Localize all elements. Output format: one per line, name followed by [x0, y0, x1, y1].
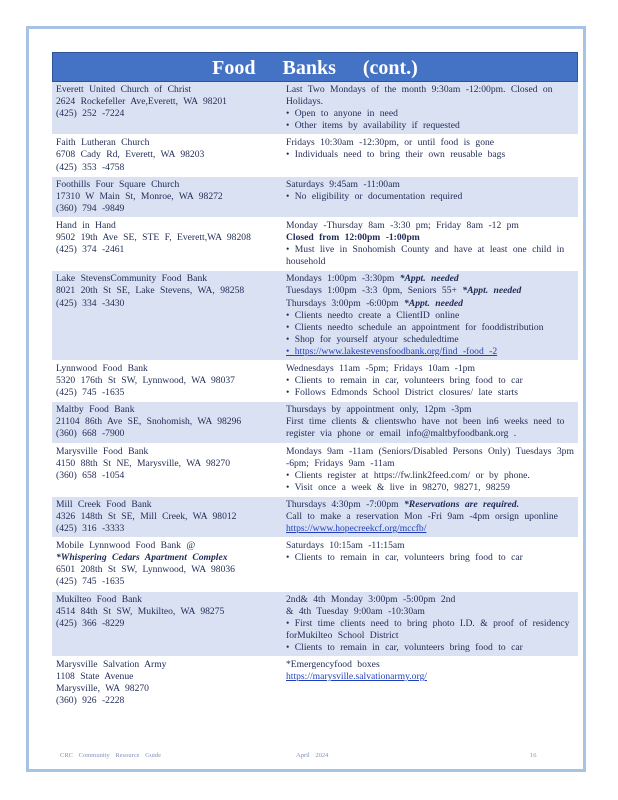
- table-row: [52, 538, 578, 591]
- provider-detail: 9502 19th Ave SE, STE F, Everett,WA 98208: [56, 232, 251, 244]
- provider-name: Everett United Church of Christ: [56, 84, 192, 95]
- info-line: Closed from 12:00pm -1:00pm: [286, 232, 420, 244]
- table-title: Food Banks (cont.): [52, 52, 578, 82]
- hours-info-cell: [282, 592, 578, 656]
- provider-contact-cell: [52, 538, 282, 590]
- provider-detail: 4514 84th St SW, Mukilteo, WA 98275: [56, 605, 225, 617]
- table-row: [52, 82, 578, 135]
- provider-detail: 2624 Rockefeller Ave,Everett, WA 98201: [56, 96, 227, 108]
- provider-detail: 8021 20th St SE, Lake Stevens, WA, 98258: [56, 285, 245, 297]
- provider-detail: 4326 148th St SE, Mill Creek, WA 98012: [56, 511, 237, 522]
- provider-contact-cell: [52, 657, 282, 709]
- info-line: Tuesdays 1:00pm -3:3 0pm, Seniors 55+ *Appt. needed: [286, 285, 522, 297]
- info-line: • Shop for yourself atyour scheduledtime: [286, 333, 459, 345]
- provider-name: Lake StevensCommunity Food Bank: [56, 273, 208, 285]
- info-line: Last Two Mondays of the month 9:30am -12:00pm. Closed on Holidays.: [286, 84, 553, 108]
- footer-guide-name: CRC Community Resource Guide: [60, 752, 162, 759]
- provider-name: Foothills Four Square Church: [56, 178, 180, 190]
- food-banks-table: [52, 52, 578, 710]
- appointment-note: *Appt. needed: [399, 273, 459, 285]
- info-line: *Emergencyfood boxes: [286, 659, 380, 671]
- provider-contact-cell: [52, 592, 282, 656]
- hours-info-cell: [282, 497, 578, 537]
- appointment-note: *Appt. needed: [462, 285, 522, 297]
- table-row: [52, 402, 578, 443]
- provider-detail: (425) 353 -4758: [56, 161, 125, 173]
- provider-name: Mobile Lynnwood Food Bank @: [56, 540, 196, 552]
- table-row: [52, 135, 578, 176]
- hours-info-cell: [282, 82, 578, 134]
- provider-detail: (360) 668 -7900: [56, 428, 125, 440]
- provider-detail: (425) 374 -2461: [56, 244, 125, 256]
- hours-info-cell: [282, 271, 578, 360]
- provider-name: Marysville Salvation Army: [56, 659, 167, 671]
- provider-contact-cell: [52, 444, 282, 496]
- provider-detail: (425) 334 -3430: [56, 297, 125, 309]
- info-line: • Follows Edmonds School District closures/ late starts: [286, 387, 518, 399]
- info-line: Saturdays 10:15am -11:15am: [286, 540, 405, 552]
- info-line: Monday -Thursday 8am -3:30 pm; Friday 8am -12 pm: [286, 219, 519, 231]
- info-line: Thursdays 3:00pm -6:00pm *Appt. needed: [286, 297, 463, 309]
- info-line: Mondays 9am -11am (Seniors/Disabled Persons Only) Tuesdays 3pm -6pm; Fridays 9am -11am: [286, 445, 574, 469]
- info-line: First time clients & clientswho have not been in6 weeks need to: [286, 416, 565, 428]
- table-row: [52, 497, 578, 538]
- info-line: • No eligibility or documentation required: [286, 190, 463, 202]
- provider-name: Mukilteo Food Bank: [56, 593, 142, 605]
- provider-contact-cell: [52, 177, 282, 217]
- provider-name: Faith Lutheran Church: [56, 137, 150, 149]
- provider-contact-cell: [52, 402, 282, 442]
- hours-info-cell: [282, 657, 578, 709]
- hours-info-cell: [282, 361, 578, 401]
- provider-detail: (360) 794 -9849: [56, 202, 125, 214]
- table-row: [52, 361, 578, 402]
- info-line: & 4th Tuesday 9:00am -10:30am: [286, 605, 425, 617]
- provider-detail: *Whispering Cedars Apartment Complex: [56, 552, 228, 564]
- table-row: [52, 592, 578, 657]
- hours-info-cell: [282, 538, 578, 590]
- provider-contact-cell: [52, 218, 282, 270]
- hours-info-cell: [282, 444, 578, 496]
- provider-detail: (360) 926 -2228: [56, 695, 125, 707]
- provider-detail: 1108 State Avenue: [56, 671, 134, 683]
- provider-detail: 17310 W Main St, Monroe, WA 98272: [56, 190, 223, 202]
- table-row: [52, 218, 578, 271]
- provider-contact-cell: [52, 82, 282, 134]
- provider-name: Mill Creek Food Bank: [56, 498, 152, 510]
- table-row: [52, 657, 578, 710]
- info-line: Wednesdays 11am -5pm; Fridays 10am -1pm: [286, 362, 475, 374]
- info-line: • Must live in Snohomish County and have at least one child in household: [286, 244, 565, 268]
- info-line: • First time clients need to bring photo I.D. & proof of residency forMukilteo School District: [286, 617, 570, 641]
- info-line: Call to make a reservation Mon -Fri 9am -4pm orsign uponline: [286, 511, 558, 522]
- info-line: • Individuals need to bring their own reusable bags: [286, 149, 506, 161]
- info-line: • Clients to remain in car, volunteers bring food to car: [286, 375, 523, 387]
- hours-info-cell: [282, 177, 578, 217]
- provider-detail: 21104 86th Ave SE, Snohomish, WA 98296: [56, 416, 242, 428]
- info-line: 2nd& 4th Monday 3:00pm -5:00pm 2nd: [286, 593, 456, 605]
- provider-detail: (425) 745 -1635: [56, 387, 125, 399]
- provider-detail: (425) 252 -7224: [56, 108, 125, 120]
- provider-detail: 6501 208th St SW, Lynnwood, WA 98036: [56, 564, 235, 576]
- provider-name: Lynnwood Food Bank: [56, 362, 148, 374]
- provider-contact-cell: [52, 497, 282, 537]
- provider-name: Marysville Food Bank: [56, 445, 149, 457]
- provider-detail: 6708 Cady Rd, Everett, WA 98203: [56, 149, 205, 161]
- provider-name: Hand in Hand: [56, 219, 116, 231]
- info-line: register via phone or email info@maltbyfoodbank.org .: [286, 428, 517, 440]
- provider-detail: (425) 316 -3333: [56, 523, 125, 535]
- info-line: Fridays 10:30am -12:30pm, or until food is gone: [286, 137, 495, 149]
- footer-date: April 2024: [296, 752, 329, 759]
- provider-detail: 4150 88th St NE, Marysville, WA 98270: [56, 457, 230, 469]
- info-line: Thursdays by appointment only, 12pm -3pm: [286, 404, 472, 416]
- appointment-note: *Appt. needed: [404, 297, 463, 309]
- hours-info-cell: [282, 402, 578, 442]
- info-line: • Other items by availability if requested: [286, 120, 460, 132]
- table-row: [52, 177, 578, 218]
- table-row: [52, 444, 578, 497]
- provider-name: Maltby Food Bank: [56, 404, 135, 416]
- info-line: • Clients register at https://fw.link2feed.com/ or by phone.: [286, 469, 530, 481]
- table-body: [52, 82, 578, 710]
- info-line: Mondays 1:00pm -3:30pm *Appt. needed: [286, 273, 459, 285]
- info-line: Saturdays 9:45am -11:00am: [286, 178, 400, 190]
- provider-detail: Marysville, WA 98270: [56, 683, 149, 695]
- website-link[interactable]: https://www.hopecreekcf.org/mccfb/: [286, 523, 427, 535]
- info-line: • Clients to remain in car, volunteers bring food to car: [286, 641, 523, 653]
- info-line: • Clients needto create a ClientID online: [286, 309, 460, 321]
- hours-info-cell: [282, 218, 578, 270]
- website-link[interactable]: • https://www.lakestevensfoodbank.org/find -food -2: [286, 345, 498, 357]
- appointment-note: *Reservations are required.: [404, 498, 519, 510]
- info-line: Thursdays 4:30pm -7:00pm *Reservations are required.: [286, 498, 519, 510]
- website-link[interactable]: https://marysville.salvationarmy.org/: [286, 671, 427, 683]
- info-line: • Clients needto schedule an appointment for fooddistribution: [286, 321, 544, 333]
- provider-detail: (425) 366 -8229: [56, 617, 125, 629]
- footer-page-number: 16: [530, 752, 537, 759]
- table-row: [52, 271, 578, 361]
- provider-contact-cell: [52, 271, 282, 360]
- provider-detail: (360) 658 -1054: [56, 469, 125, 481]
- provider-detail: (425) 745 -1635: [56, 576, 125, 588]
- hours-info-cell: [282, 135, 578, 175]
- info-line: • Visit once a week & live in 98270, 98271, 98259: [286, 481, 510, 493]
- info-line: • Clients to remain in car, volunteers bring food to car: [286, 552, 523, 564]
- provider-detail: 5320 176th St SW, Lynnwood, WA 98037: [56, 375, 235, 387]
- provider-contact-cell: [52, 361, 282, 401]
- provider-contact-cell: [52, 135, 282, 175]
- info-line: • Open to anyone in need: [286, 108, 398, 120]
